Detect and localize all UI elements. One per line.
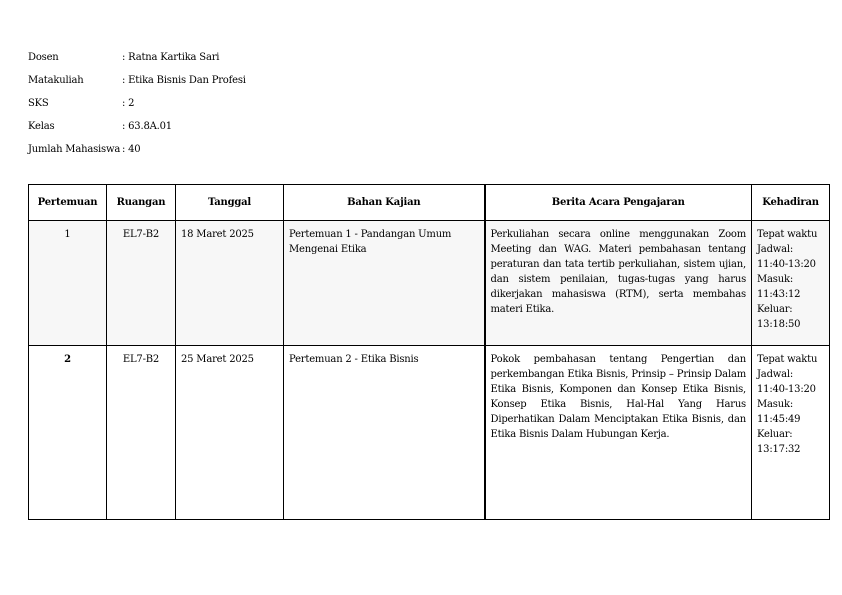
info-value: : Etika Bisnis Dan Profesi	[122, 75, 246, 86]
cell-tanggal: 25 Maret 2025	[176, 346, 284, 520]
info-row-jumlah-mahasiswa	[28, 138, 246, 161]
cell-tanggal: 18 Maret 2025	[176, 221, 284, 346]
kehadiran-masuk-label: Masuk:	[757, 399, 794, 410]
table-row	[29, 346, 830, 520]
header-pertemuan: Pertemuan	[29, 185, 107, 221]
kehadiran-keluar: 13:18:50	[757, 319, 801, 330]
info-value: : 40	[122, 144, 141, 155]
cell-kehadiran	[752, 221, 830, 346]
header-berita-acara: Berita Acara Pengajaran	[485, 185, 752, 221]
header-tanggal: Tanggal	[176, 185, 284, 221]
attendance-table	[28, 184, 830, 520]
kehadiran-status: Tepat waktu	[757, 354, 818, 365]
kehadiran-masuk: 11:45:49	[757, 414, 801, 425]
info-label: SKS	[28, 98, 49, 109]
cell-ruangan: EL7-B2	[107, 346, 176, 520]
kehadiran-jadwal-label: Jadwal:	[757, 244, 794, 255]
header-kehadiran: Kehadiran	[752, 185, 830, 221]
info-value: : 2	[122, 98, 135, 109]
info-label: Kelas	[28, 121, 55, 132]
header-ruangan: Ruangan	[107, 185, 176, 221]
kehadiran-keluar-label: Keluar:	[757, 429, 793, 440]
table-row	[29, 221, 830, 346]
info-row-matakuliah	[28, 69, 246, 92]
info-value: : Ratna Kartika Sari	[122, 52, 220, 63]
cell-bahan-kajian: Pertemuan 1 - Pandangan Umum Mengenai Etika	[284, 221, 485, 346]
kehadiran-masuk: 11:43:12	[757, 289, 801, 300]
cell-pertemuan: 1	[29, 221, 107, 346]
kehadiran-jadwal: 11:40-13:20	[757, 384, 816, 395]
info-label: Matakuliah	[28, 75, 84, 86]
info-value: : 63.8A.01	[122, 121, 172, 132]
cell-kehadiran	[752, 346, 830, 520]
course-info	[28, 46, 246, 161]
cell-bahan-kajian: Pertemuan 2 - Etika Bisnis	[284, 346, 485, 520]
cell-pertemuan: 2	[29, 346, 107, 520]
kehadiran-jadwal-label: Jadwal:	[757, 369, 794, 380]
kehadiran-keluar-label: Keluar:	[757, 304, 793, 315]
cell-berita-acara: Pokok pembahasan tentang Pengertian dan perkembangan Etika Bisnis, Prinsip – Prinsip Dalam Etika Bisnis, Komponen dan Konsep Etika Bisnis, Konsep Etika Bisnis, Hal-Hal Yang Harus Diperhatikan Dalam Menciptakan Etika Bisnis, dan Etika Bisnis Dalam Hubungan Kerja.	[485, 346, 752, 520]
info-row-dosen	[28, 46, 246, 69]
cell-berita-acara: Perkuliahan secara online menggunakan Zoom Meeting dan WAG. Materi pembahasan tentang peraturan dan tata tertib perkuliahan, sistem ujian, dan sistem penilaian, tugas-tugas yang harus dikerjakan mahasiswa (RTM), serta membahas materi Etika.	[485, 221, 752, 346]
info-label: Jumlah Mahasiswa	[28, 144, 121, 155]
info-row-kelas	[28, 115, 246, 138]
kehadiran-keluar: 13:17:32	[757, 444, 801, 455]
kehadiran-jadwal: 11:40-13:20	[757, 259, 816, 270]
cell-ruangan: EL7-B2	[107, 221, 176, 346]
header-bahan-kajian: Bahan Kajian	[284, 185, 485, 221]
kehadiran-masuk-label: Masuk:	[757, 274, 794, 285]
table-header-row	[29, 185, 830, 221]
kehadiran-status: Tepat waktu	[757, 229, 818, 240]
info-label: Dosen	[28, 52, 59, 63]
info-row-sks	[28, 92, 246, 115]
